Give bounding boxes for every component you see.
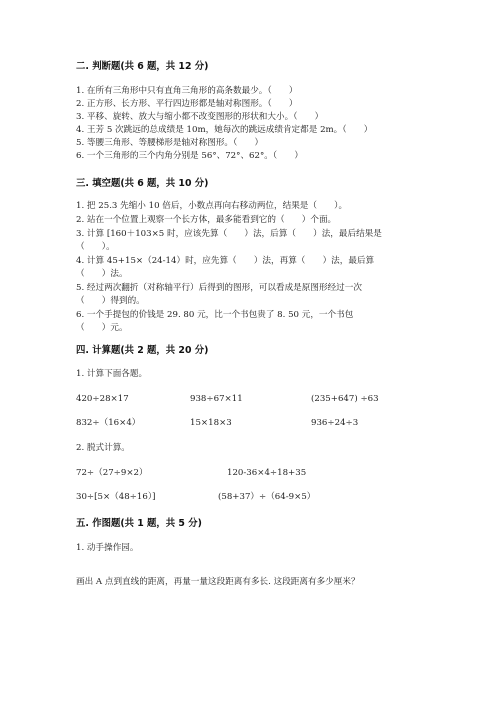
question-3-5-cont: （ ）得到的。 [76,296,145,306]
question-3-3: 3. 计算 [160＋103×5 时，应该先算（ ）法，后算（ ）法，最后结果是 [76,229,382,239]
question-3-6-cont: （ ）元。 [76,323,128,333]
calc-subtitle: 1. 计算下面各题。 [76,369,148,379]
question-2-2: 2. 正方形、长方形、平行四边形都是轴对称图形。（ ） [76,99,298,109]
calc-expression: 420÷28×17 [76,394,129,404]
calc-expression: 938÷67×11 [190,394,243,404]
question-2-1: 1. 在所有三角形中只有直角三角形的高条数最少。（ ） [76,86,298,96]
question-3-6: 6. 一个手提包的价钱是 29. 80 元，比一个书包贵了 8. 50 元，一个书包 [76,310,354,320]
section-5-title: 五. 作图题(共 1 题，共 5 分) [76,518,202,529]
question-2-6: 6. 一个三角形的三个内角分别是 56°、72°、62°。（ ） [76,151,303,161]
question-3-3-cont: （ ）。 [76,242,115,252]
step-calc-expression: 120-36×4÷18+35 [227,468,307,478]
step-calc-expression: 72÷（27÷9×2） [76,468,148,478]
drawing-subtitle: 1. 动手操作园。 [76,543,139,553]
calc-expression: 832÷（16×4） [76,418,141,428]
step-calc-subtitle: 2. 脱式计算。 [76,443,130,453]
calc-expression: 15×18×3 [190,418,232,428]
question-3-1: 1. 把 25.3 先缩小 10 倍后，小数点再向右移动两位，结果是（ ）。 [76,201,348,211]
section-3-title: 三. 填空题(共 6 题，共 10 分) [76,178,209,189]
section-2-title: 二. 判断题(共 6 题，共 12 分) [76,61,209,72]
question-2-5: 5. 等腰三角形、等腰梯形是轴对称图形。（ ） [76,138,264,148]
question-3-4: 4. 计算 45+15×（24-14）时，应先算（ ）法，再算（ ）法，最后算 [76,256,375,266]
section-4-title: 四. 计算题(共 2 题，共 20 分) [76,345,209,356]
question-3-4-cont: （ ）法。 [76,269,128,279]
step-calc-expression: 30÷[5×（48÷16）] [76,492,156,502]
question-2-4: 4. 王芳 5 次跳远的总成绩是 10m，她每次的跳远成绩肯定都是 2m。（ ） [76,125,373,135]
step-calc-expression: (58+37）÷（64-9×5） [218,492,316,502]
question-2-3: 3. 平移、旋转、放大与缩小都不改变图形的形状和大小。（ ） [76,112,324,122]
drawing-instruction: 画出 A 点到直线的距离，再量一量这段距离有多长. 这段距离有多少厘米？ [76,577,360,587]
calc-expression: (235+647) ÷63 [311,394,379,404]
calc-expression: 936÷24÷3 [311,418,359,428]
question-3-2: 2. 站在一个位置上观察一个长方体，最多能看到它的（ ）个面。 [76,215,337,225]
question-3-5: 5. 经过两次翻折（对称轴平行）后得到的图形，可以看成是原图形经过一次 [76,283,362,293]
